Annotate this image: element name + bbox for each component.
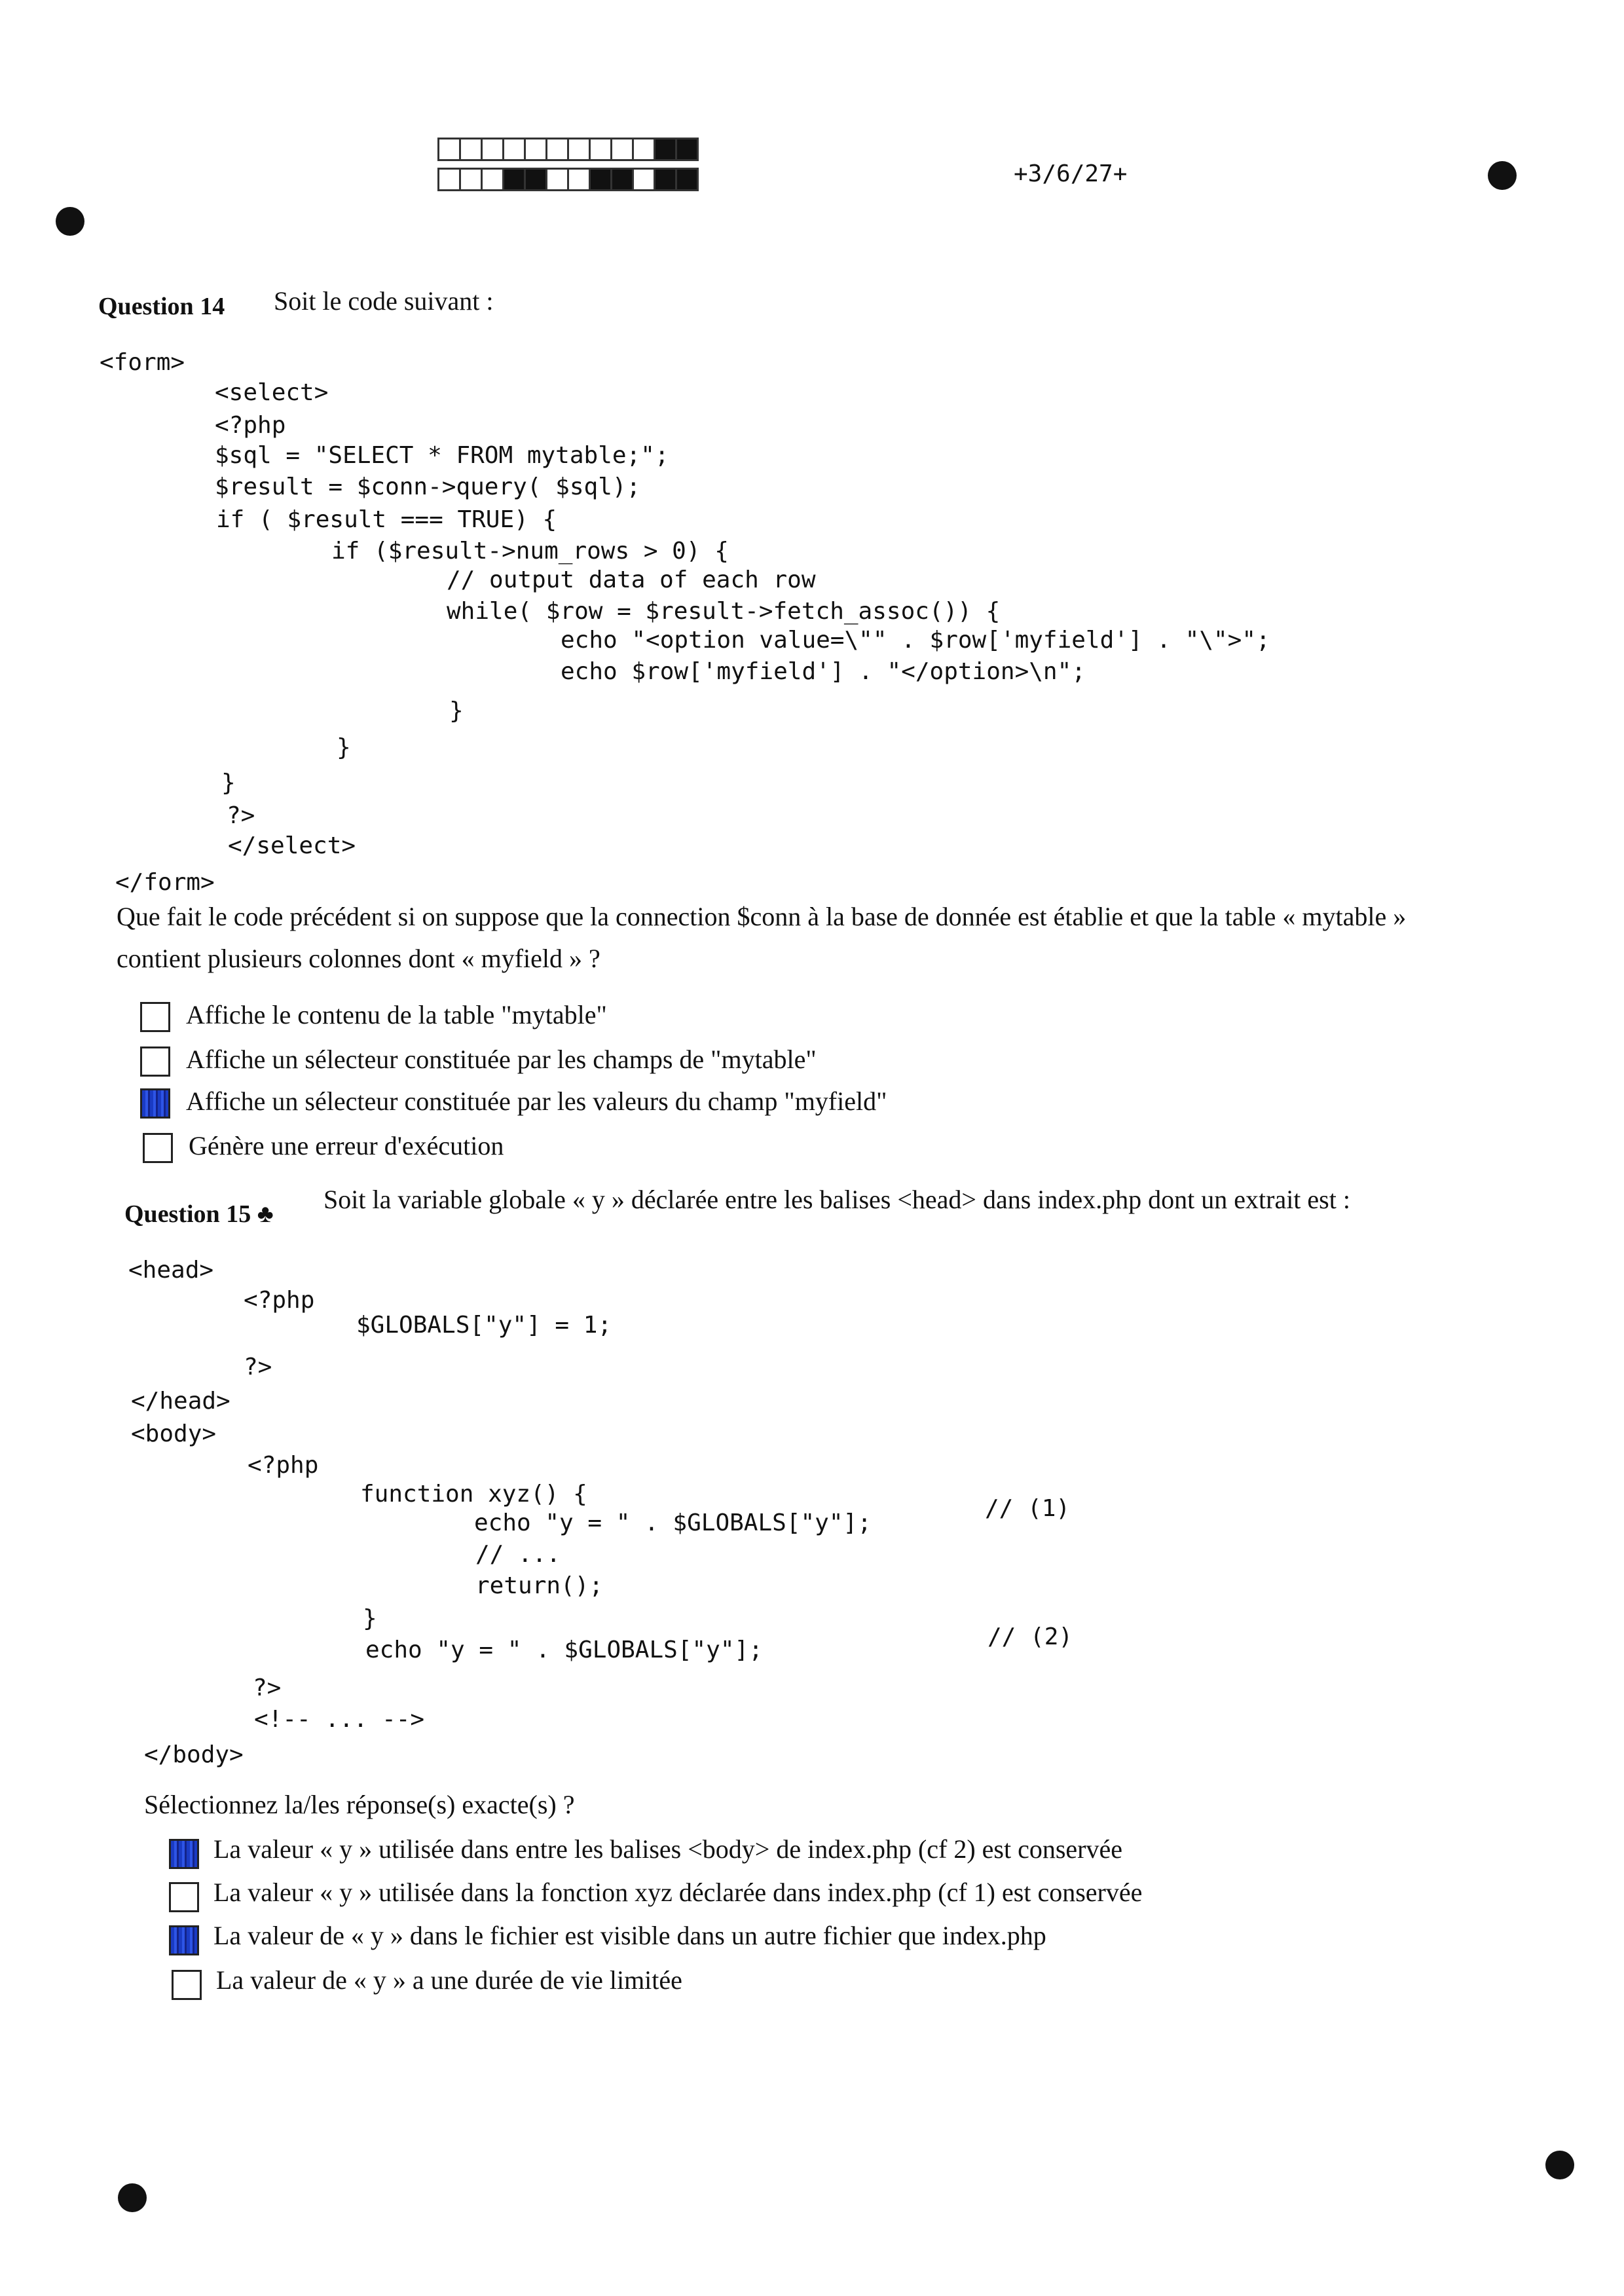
q15-code-line: </body> — [144, 1741, 244, 1768]
q15-option-2-label: La valeur « y » utilisée dans la fonction xyz déclarée dans index.php (cf 1) est conservée — [213, 1878, 1143, 1907]
q15-code-line: // (1) — [985, 1495, 1071, 1522]
id-cell — [459, 168, 483, 191]
id-cell — [437, 138, 461, 161]
q14-code-line: } — [221, 769, 236, 796]
q15-code-line: ?> — [253, 1675, 282, 1701]
q15-code-line: </head> — [131, 1388, 231, 1415]
q15-option-1-checkbox[interactable] — [169, 1839, 199, 1869]
id-code-row-1 — [437, 138, 697, 161]
q15-option-3-label: La valeur de « y » dans le fichier est visible dans un autre fichier que index.php — [213, 1921, 1046, 1950]
id-cell — [437, 168, 461, 191]
id-cell — [654, 168, 677, 191]
page-id: +3/6/27+ — [1014, 160, 1128, 187]
q15-option-2-checkbox[interactable] — [169, 1882, 199, 1912]
q15-code-line: // ... — [475, 1541, 561, 1568]
q14-code-line: if ( $result === TRUE) { — [216, 506, 557, 533]
q14-code-line: echo $row['myfield'] . "</option>\n"; — [561, 658, 1086, 685]
id-cell — [610, 138, 634, 161]
q14-option-2-label: Affiche un sélecteur constituée par les champs de "mytable" — [186, 1045, 817, 1074]
q14-question-line-1: Que fait le code précédent si on suppose que la connection $conn à la base de donnée est établie et que la table « mytable » — [117, 902, 1407, 931]
id-cell — [567, 168, 591, 191]
id-code-row-2 — [437, 168, 697, 191]
q14-code-line: } — [337, 734, 351, 761]
q15-intro: Soit la variable globale « y » déclarée entre les balises <head> dans index.php dont un extrait est : — [323, 1185, 1350, 1214]
q14-code-line: if ($result->num_rows > 0) { — [331, 538, 729, 565]
q14-code-line: <select> — [215, 379, 329, 406]
q14-code-line: $sql = "SELECT * FROM mytable;"; — [215, 442, 669, 469]
q15-code-line: $GLOBALS["y"] = 1; — [356, 1312, 612, 1339]
id-cell — [545, 168, 569, 191]
q14-code-line: ?> — [227, 802, 255, 829]
q14-option-4-label: Génère une erreur d'exécution — [189, 1131, 504, 1160]
q15-code-line: echo "y = " . $GLOBALS["y"]; — [474, 1509, 872, 1536]
q14-code-line: </form> — [115, 869, 215, 896]
q14-code-line: </select> — [228, 832, 356, 859]
q14-label: Question 14 — [98, 293, 225, 320]
q14-code-line: $result = $conn->query( $sql); — [215, 473, 641, 500]
q14-code-line: <form> — [100, 349, 185, 376]
id-cell — [589, 138, 612, 161]
id-cell — [675, 168, 699, 191]
id-cell — [545, 138, 569, 161]
q14-option-3-label: Affiche un sélecteur constituée par les valeurs du champ "myfield" — [186, 1086, 887, 1116]
q14-code-line: while( $row = $result->fetch_assoc()) { — [447, 598, 1001, 625]
id-cell — [459, 138, 483, 161]
registration-mark-bottom-left — [118, 2183, 147, 2212]
id-cell — [654, 138, 677, 161]
q15-code-line: // (2) — [987, 1623, 1073, 1650]
q14-option-1-checkbox[interactable] — [140, 1002, 170, 1032]
q14-code-line: // output data of each row — [447, 566, 816, 593]
id-cell — [524, 138, 547, 161]
q14-option-3-checkbox[interactable] — [140, 1088, 170, 1119]
q14-code-line: echo "<option value=\"" . $row['myfield'] . "\">"; — [561, 627, 1270, 654]
id-cell — [481, 138, 504, 161]
id-cell — [481, 168, 504, 191]
registration-mark-bottom-right — [1545, 2151, 1574, 2179]
q15-label: Question 15 ♣ — [124, 1200, 274, 1228]
q14-code-line: } — [449, 697, 464, 724]
id-code-grid — [437, 138, 697, 191]
q15-code-line: <?php — [244, 1287, 315, 1314]
q15-code-line: <!-- ... --> — [254, 1706, 425, 1733]
q14-code-line: <?php — [215, 412, 286, 439]
q15-code-line: function xyz() { — [360, 1481, 587, 1508]
q15-code-line: return(); — [475, 1572, 604, 1599]
id-cell — [610, 168, 634, 191]
id-cell — [502, 138, 526, 161]
q15-option-4-checkbox[interactable] — [172, 1970, 202, 2000]
q15-option-4-label: La valeur de « y » a une durée de vie limitée — [216, 1965, 682, 1995]
id-cell — [589, 168, 612, 191]
id-cell — [567, 138, 591, 161]
registration-mark-top-left — [56, 207, 84, 236]
q15-option-1-label: La valeur « y » utilisée dans entre les balises <body> de index.php (cf 2) est conservée — [213, 1834, 1123, 1864]
registration-mark-top-right — [1488, 161, 1517, 190]
q15-code-line: <body> — [131, 1420, 217, 1447]
q15-question: Sélectionnez la/les réponse(s) exacte(s) ? — [144, 1790, 575, 1819]
q15-code-line: echo "y = " . $GLOBALS["y"]; — [365, 1637, 763, 1663]
q15-code-line: <?php — [248, 1452, 319, 1479]
id-cell — [632, 168, 655, 191]
q14-option-2-checkbox[interactable] — [140, 1046, 170, 1077]
id-cell — [632, 138, 655, 161]
q15-code-line: ?> — [244, 1354, 272, 1380]
q15-code-line: } — [363, 1605, 377, 1632]
q14-option-1-label: Affiche le contenu de la table "mytable" — [186, 1000, 607, 1029]
q14-intro: Soit le code suivant : — [274, 286, 494, 316]
id-cell — [502, 168, 526, 191]
q15-option-3-checkbox[interactable] — [169, 1925, 199, 1955]
q15-code-line: <head> — [128, 1257, 214, 1284]
id-cell — [524, 168, 547, 191]
q14-question-line-2: contient plusieurs colonnes dont « myfield » ? — [117, 944, 600, 973]
q14-option-4-checkbox[interactable] — [143, 1133, 173, 1163]
id-cell — [675, 138, 699, 161]
